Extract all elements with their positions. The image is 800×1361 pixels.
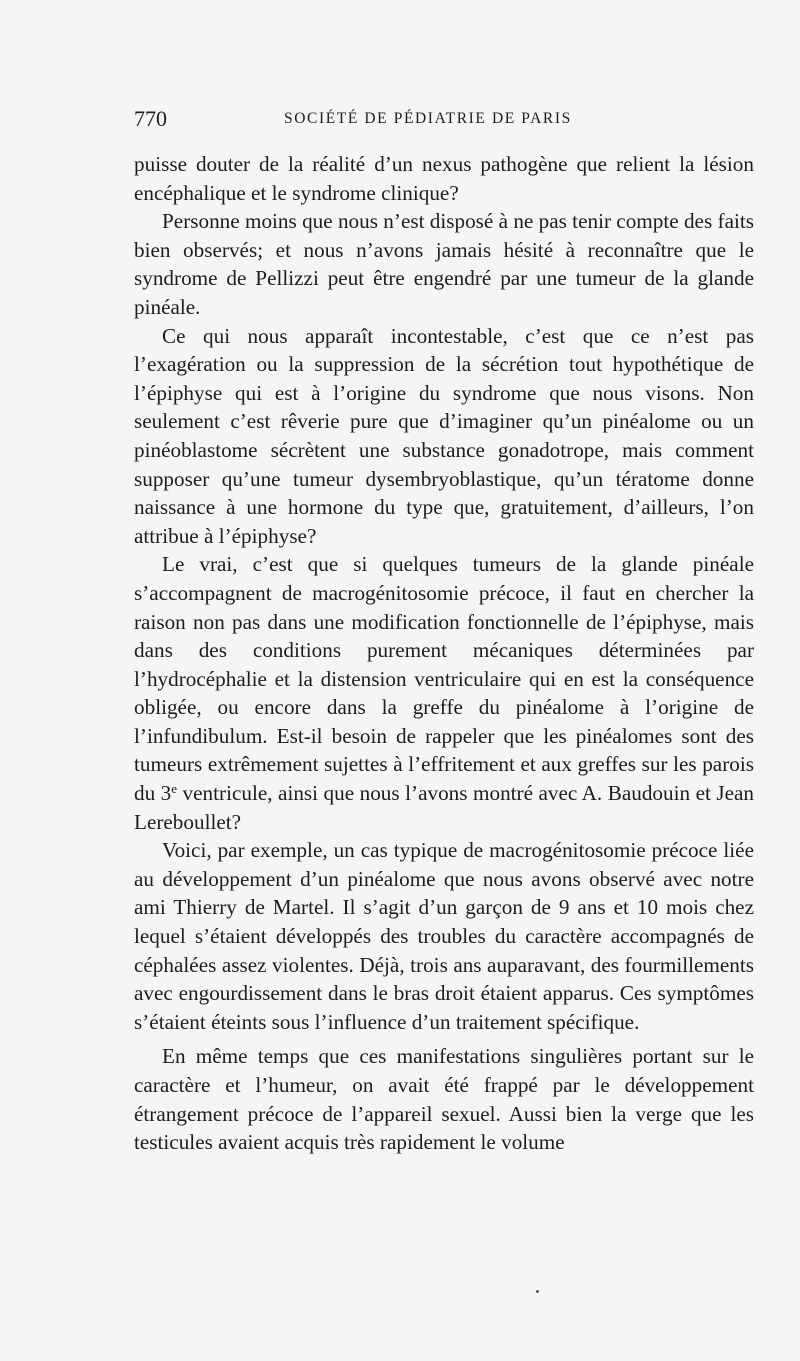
- paragraph-4-text-a: Le vrai, c’est que si quelques tumeurs de la glande pinéale s’accompagnent de macrogénitosomie précoce, il faut en chercher la raison non pas dans une modification fonctionnelle de l’épiphyse, mais dans des conditions purement mécaniques déterminées par l’hydrocéphalie et la distension ventriculaire qui en est la conséquence obligée, ou encore dans la greffe du pinéalome à l’origine de l’infundibulum. Est-il besoin de rappeler que les pinéalomes sont des tumeurs extrêmement sujettes à l’effritement et aux greffes sur les parois du 3: [134, 552, 754, 806]
- speck-mark: [536, 1290, 539, 1293]
- superscript-e: e: [171, 781, 178, 797]
- paragraph-1: puisse douter de la réalité d’un nexus pathogène que relient la lésion encéphalique et le syndrome clinique?: [134, 152, 754, 205]
- paragraph-4-text-b: ventricule, ainsi que nous l’avons montré avec A. Baudouin et Jean Lereboullet?: [134, 781, 755, 834]
- paragraph-5: Voici, par exemple, un cas typique de macrogénitosomie précoce liée au développement d’un pinéalome que nous avons observé avec notre ami Thierry de Martel. Il s’agit d’un garçon de 9 ans et 10 mois chez lequel s’étaient développés des troubles du caractère accompagnés de céphalées assez violentes. Déjà, trois ans auparavant, des fourmillements avec engourdissement dans le bras droit étaient apparus. Ces symptômes s’étaient éteints sous l’influence d’un traitement spécifique.: [134, 838, 754, 1034]
- page-header: [134, 104, 754, 134]
- paragraph-4: [134, 550, 754, 836]
- paragraph-3: Ce qui nous apparaît incontestable, c’est que ce n’est pas l’exagération ou la suppression de la sécrétion tout hypothétique de l’épiphyse qui est à l’origine du syndrome que nous visons. Non seulement c’est rêverie pure que d’imaginer qu’un pinéalome ou un pinéoblastome sécrètent une substance gonadotrope, mais comment supposer qu’une tumeur dysembryoblastique, qu’un tératome donne naissance à une hormone du type que, gratuitement, d’ailleurs, l’on attribue à l’épiphyse?: [134, 323, 754, 548]
- paragraph-2: Personne moins que nous n’est disposé à ne pas tenir compte des faits bien observés; et nous n’avons jamais hésité à reconnaître que le syndrome de Pellizzi peut être engendré par une tumeur de la glande pinéale.: [134, 209, 754, 319]
- body-text: [134, 150, 754, 1157]
- running-title: SOCIÉTÉ DE PÉDIATRIE DE PARIS: [284, 110, 572, 127]
- page-number: 770: [134, 106, 167, 131]
- paragraph-6: En même temps que ces manifestations singulières portant sur le caractère et l’humeur, on avait été frappé par le développement étrangement précoce de l’appareil sexuel. Aussi bien la verge que les testicules avaient acquis très rapidement le volume: [134, 1044, 754, 1155]
